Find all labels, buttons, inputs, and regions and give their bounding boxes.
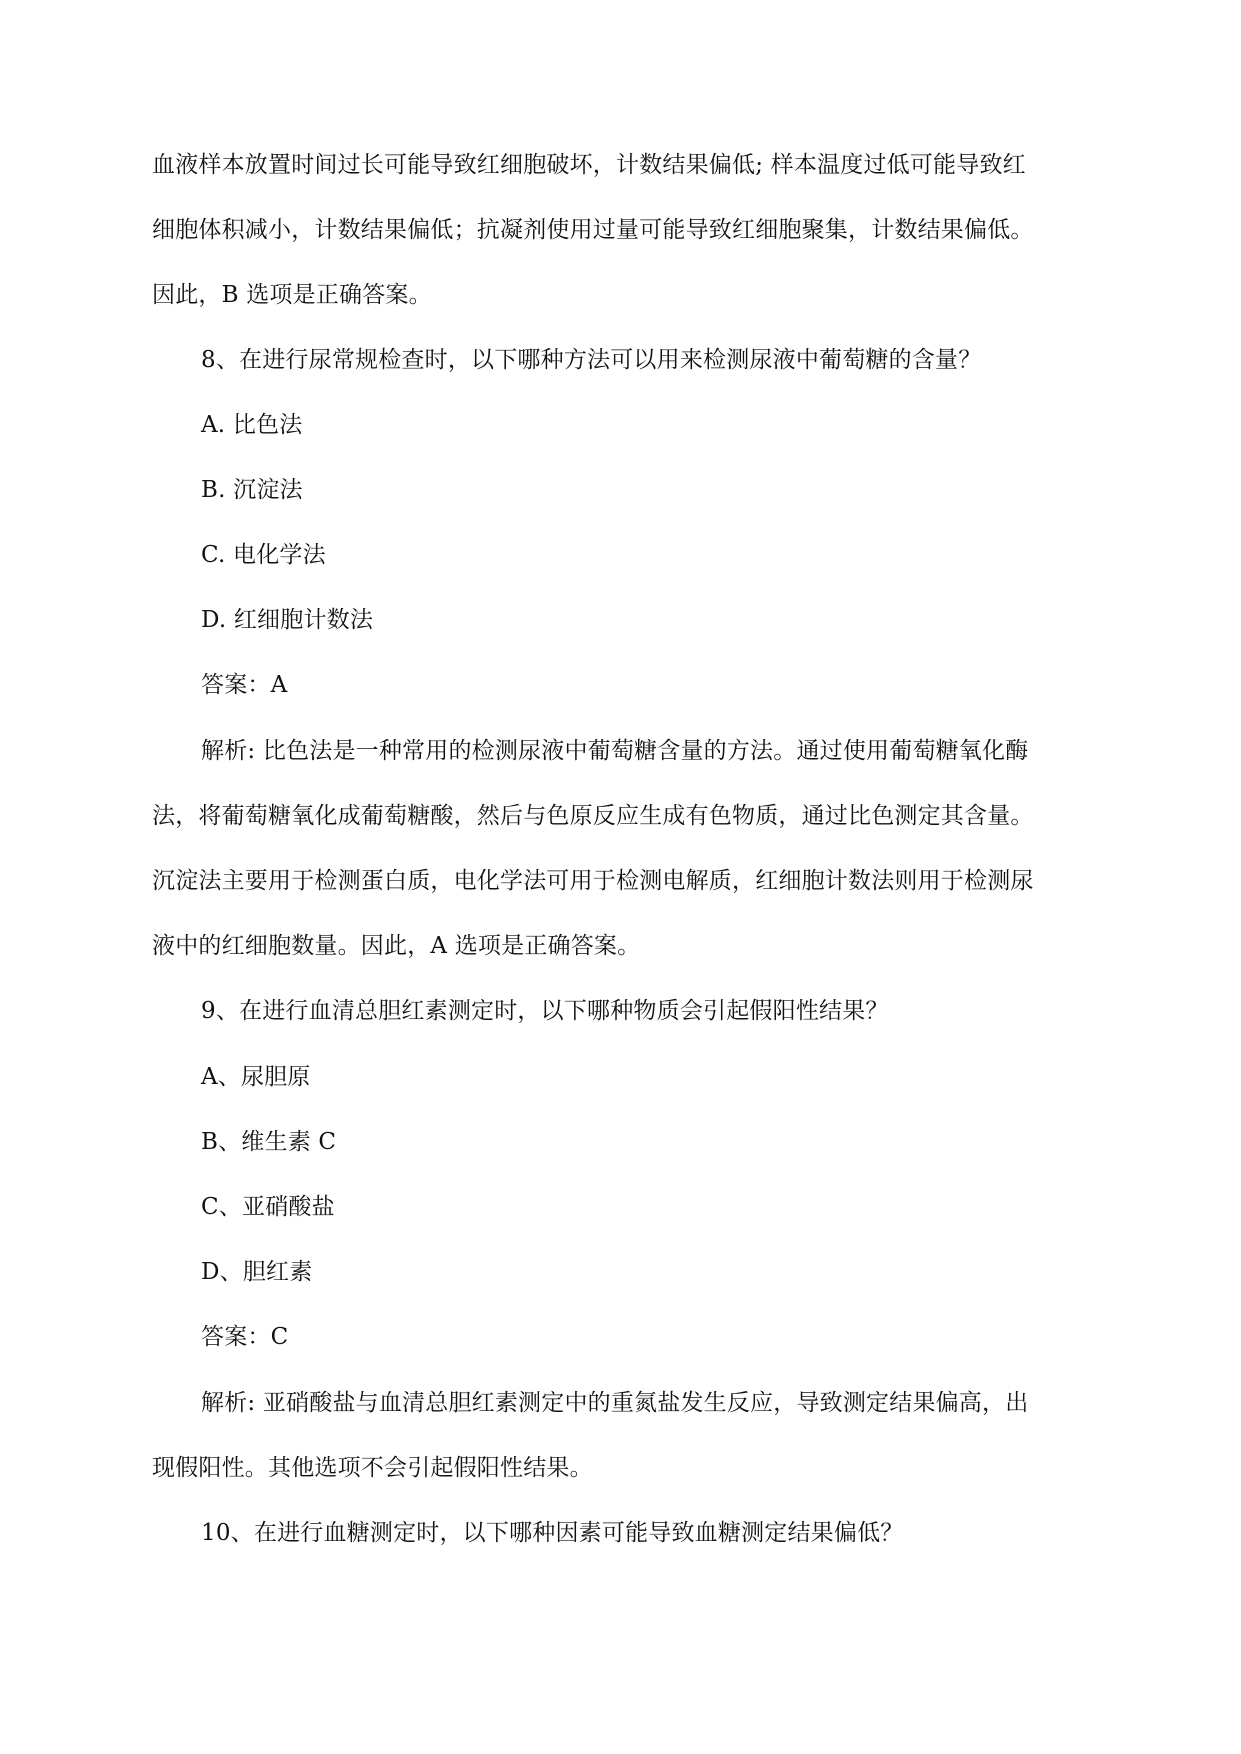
q8-explanation-line-1: 解析: 比色法是一种常用的检测尿液中葡萄糖含量的方法。通过使用葡萄糖氧化酶	[201, 738, 1029, 764]
q8-option-d: D. 红细胞计数法	[201, 607, 374, 633]
q8-explanation-line-4: 液中的红细胞数量。因此，A 选项是正确答案。	[152, 933, 641, 959]
q7-explanation-line-1: 血液样本放置时间过长可能导致红细胞破坏，计数结果偏低; 样本温度过低可能导致红	[152, 152, 1026, 178]
q8-explanation-line-3: 沉淀法主要用于检测蛋白质，电化学法可用于检测电解质，红细胞计数法则用于检测尿	[152, 868, 1034, 894]
q8-option-a: A. 比色法	[201, 412, 303, 438]
q9-answer: 答案：C	[201, 1324, 289, 1350]
q8-question: 8、在进行尿常规检查时，以下哪种方法可以用来检测尿液中葡萄糖的含量？	[201, 347, 982, 373]
q8-option-c: C. 电化学法	[201, 542, 326, 568]
q9-option-b: B、维生素 C	[201, 1129, 337, 1155]
q9-explanation-line-2: 现假阳性。其他选项不会引起假阳性结果。	[152, 1455, 593, 1481]
q9-option-d: D、胆红素	[201, 1259, 313, 1285]
q9-explanation-line-1: 解析: 亚硝酸盐与血清总胆红素测定中的重氮盐发生反应，导致测定结果偏高，出	[201, 1390, 1029, 1416]
q7-explanation-line-2: 细胞体积减小，计数结果偏低；抗凝剂使用过量可能导致红细胞聚集，计数结果偏低。	[152, 217, 1034, 243]
q9-question: 9、在进行血清总胆红素测定时，以下哪种物质会引起假阳性结果？	[201, 998, 889, 1024]
q8-explanation-line-2: 法，将葡萄糖氧化成葡萄糖酸，然后与色原反应生成有色物质，通过比色测定其含量。	[152, 803, 1034, 829]
q7-explanation-line-3: 因此，B 选项是正确答案。	[152, 282, 432, 308]
q10-question: 10、在进行血糖测定时，以下哪种因素可能导致血糖测定结果偏低？	[201, 1520, 904, 1546]
q8-option-b: B. 沉淀法	[201, 477, 303, 503]
q8-answer: 答案：A	[201, 672, 288, 698]
q9-option-c: C、亚硝酸盐	[201, 1194, 335, 1220]
q9-option-a: A、尿胆原	[201, 1064, 311, 1090]
